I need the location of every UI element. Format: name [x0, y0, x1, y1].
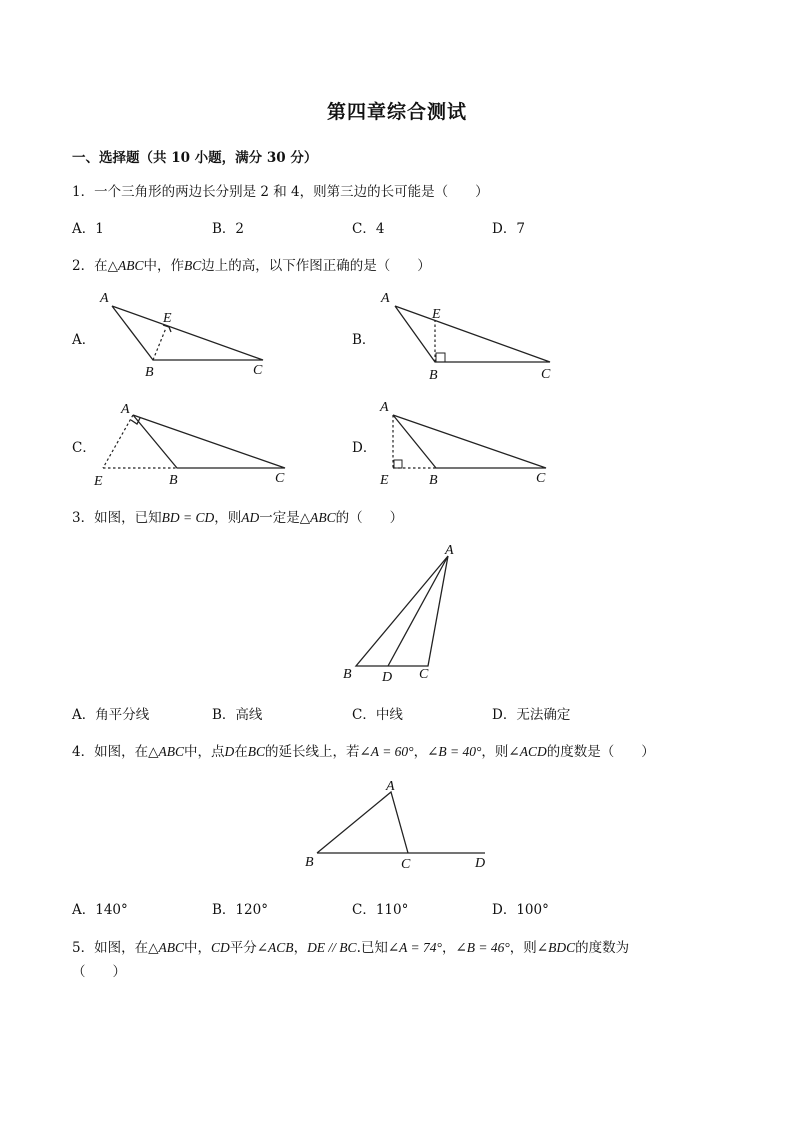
q2d-label-b: B — [429, 473, 438, 488]
q3-option-b: B．高线 — [212, 707, 263, 723]
q4-option-a: A．140° — [72, 902, 128, 918]
q2b-label-e: E — [432, 307, 441, 322]
page-title: 第四章综合测试 — [326, 101, 467, 123]
q2-option-d: D． — [352, 440, 377, 456]
q1-option-b: B．2 — [212, 221, 245, 237]
q3-option-c: C．中线 — [352, 707, 403, 723]
q2b-label-c: C — [541, 367, 551, 382]
question-1-stem: 1．一个三角形的两边长分别是 2 和 4，则第三边的长可能是（ ） — [72, 184, 489, 200]
q2d-label-e: E — [380, 473, 389, 488]
q2a-label-c: C — [253, 363, 263, 378]
q2c-label-a: A — [121, 402, 130, 417]
q1-option-c: C．4 — [352, 221, 385, 237]
q3-label-a: A — [445, 543, 454, 558]
q2a-label-b: B — [145, 365, 154, 380]
question-4-stem: 4．如图，在△ABC中，点D在BC的延长线上，若∠A = 60°，∠B = 40°，则∠ACD的度数是（ ） — [72, 744, 655, 760]
q2a-label-e: E — [163, 311, 172, 326]
q2-option-c: C． — [72, 440, 96, 456]
q2c-label-e: E — [94, 474, 103, 489]
q4-label-b: B — [305, 855, 314, 870]
q2a-label-a: A — [100, 291, 109, 306]
question-3-stem: 3．如图，已知BD = CD，则AD一定是△ABC的（ ） — [72, 510, 404, 526]
q3-label-b: B — [343, 667, 352, 682]
q3-option-d: D．无法确定 — [492, 707, 571, 723]
question-2-stem: 2．在△ABC中，作BC边上的高，以下作图正确的是（ ） — [72, 258, 431, 274]
q4-option-b: B．120° — [212, 902, 268, 918]
section-heading: 一、选择题（共 10 小题，满分 30 分） — [72, 150, 318, 166]
q1-option-a: A．1 — [72, 221, 104, 237]
q3-label-d: D — [382, 670, 393, 685]
q1-option-d: D．7 — [492, 221, 525, 237]
q2-option-b: B． — [352, 332, 376, 348]
q3-label-c: C — [419, 667, 429, 682]
q2d-label-c: C — [536, 471, 546, 486]
q2-option-a: A． — [72, 332, 96, 348]
q4-label-a: A — [386, 779, 395, 794]
q3-option-a: A．角平分线 — [72, 707, 150, 723]
q2d-label-a: A — [380, 400, 389, 415]
q2c-label-b: B — [169, 473, 178, 488]
triangle-abc: △ABC — [107, 258, 144, 273]
q4-option-d: D．100° — [492, 902, 549, 918]
question-5-stem: 5．如图，在△ABC中，CD平分∠ACB，DE // BC.已知∠A = 74°，∠B = 46°，则∠BDC的度数为 — [72, 940, 630, 956]
q4-triangle-sides — [317, 792, 408, 853]
q2c-label-c: C — [275, 471, 285, 486]
q4-label-d: D — [475, 856, 486, 871]
q4-label-c: C — [401, 857, 411, 872]
question-5-paren: （ ） — [72, 964, 126, 980]
q2b-label-a: A — [381, 291, 390, 306]
q2b-label-b: B — [429, 368, 438, 383]
q4-option-c: C．110° — [352, 902, 409, 918]
